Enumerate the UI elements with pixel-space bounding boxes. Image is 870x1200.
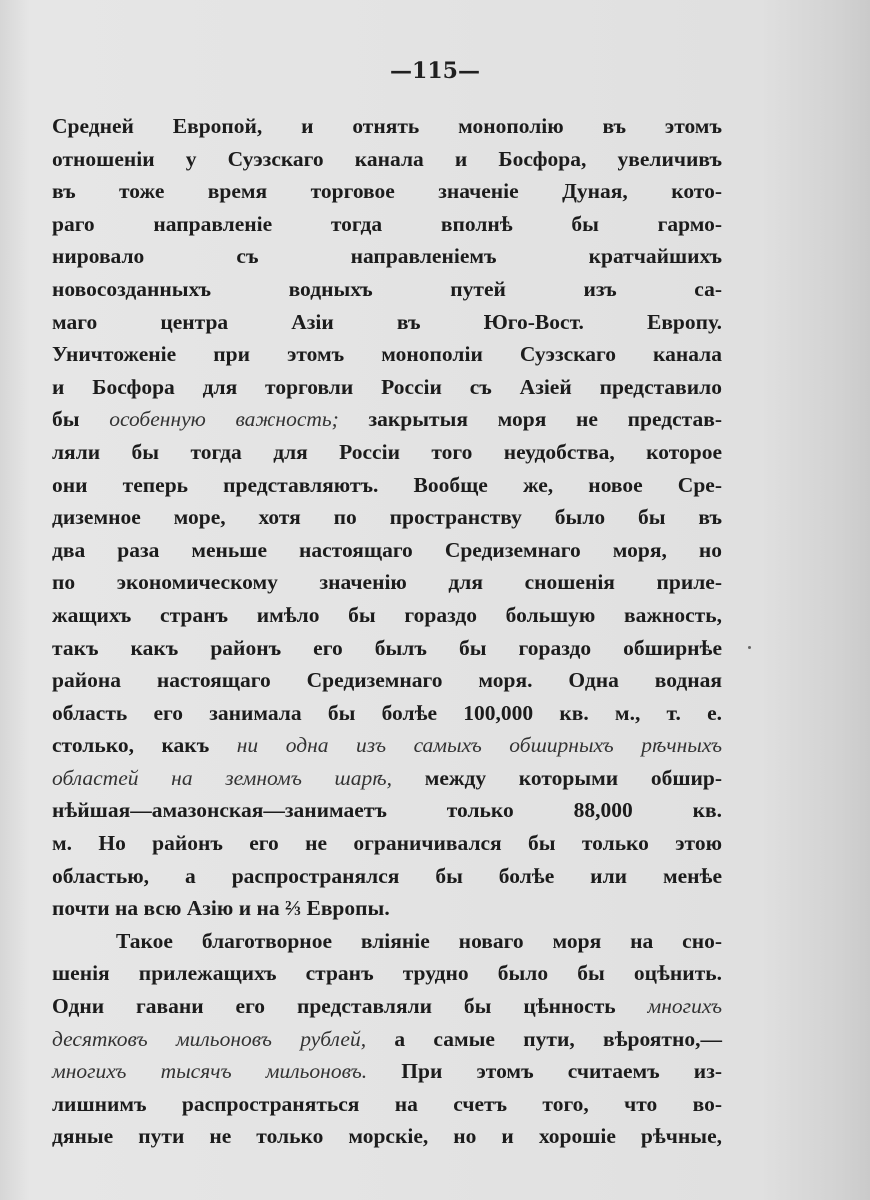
- text-run: въ тоже время торговое значеніе Дуная, кото-: [52, 179, 722, 204]
- text-line: [52, 729, 722, 762]
- text-run: областью, а распространялся бы болѣе или менѣе: [52, 863, 722, 888]
- text-run: отношеніи у Суэзскаго канала и Босфора, увеличивъ: [52, 146, 722, 171]
- text-line: [52, 175, 722, 208]
- text-line: [52, 860, 722, 893]
- text-line: [52, 566, 722, 599]
- page-number: —115—: [390, 58, 480, 84]
- text-run: новосозданныхъ водныхъ путей изъ са-: [52, 276, 722, 301]
- text-run: ляли бы тогда для Россіи того неудобства, которое: [52, 439, 722, 464]
- text-run: Средней Европой, и отнять монополію въ этомъ: [52, 114, 722, 138]
- text-run: закрытыя моря не представ-: [338, 407, 722, 432]
- text-run: Уничтоженіе при этомъ монополіи Суэзскаго канала: [52, 342, 722, 367]
- text-run: они теперь представляютъ. Вообще же, новое Сре-: [52, 472, 722, 497]
- text-line: [52, 534, 722, 567]
- text-run: между которыми обшир-: [392, 765, 723, 790]
- italic-emphasis: особенную важность;: [109, 407, 339, 432]
- text-run: по экономическому значенію для сношенія приле-: [52, 570, 722, 595]
- text-line: [52, 338, 722, 371]
- italic-emphasis: ни одна изъ самыхъ обширныхъ рѣчныхъ: [236, 733, 722, 758]
- text-run: дяные пути не только морскіе, но и хорошіе рѣчные,: [52, 1124, 722, 1149]
- text-line: [52, 143, 722, 176]
- text-line: [52, 762, 722, 795]
- text-line: [52, 827, 722, 860]
- text-line: [52, 892, 722, 925]
- text-run: района настоящаго Средиземнаго моря. Одна водная: [52, 668, 722, 693]
- text-run: м. Но районъ его не ограничивался бы только этою: [52, 831, 722, 856]
- text-line: [52, 1120, 722, 1153]
- text-run: Одни гавани его представляли бы цѣнность: [52, 994, 648, 1019]
- text-run: почти на всю Азію и на ⅔ Европы.: [52, 896, 390, 921]
- text-line: [52, 1088, 722, 1121]
- italic-emphasis: многихъ: [647, 994, 722, 1019]
- text-run: нировало съ направленіемъ кратчайшихъ: [52, 244, 722, 269]
- text-run: лишнимъ распространяться на счетъ того, что во-: [52, 1091, 722, 1116]
- text-line: [52, 599, 722, 632]
- text-run: такъ какъ районъ его былъ бы гораздо обширнѣе: [52, 635, 722, 660]
- text-line: [52, 794, 722, 827]
- text-line: [52, 1023, 722, 1056]
- text-line: [52, 436, 722, 469]
- italic-emphasis: многихъ тысячъ мильоновъ.: [52, 1059, 368, 1084]
- text-line: [52, 990, 722, 1023]
- text-run: нѣйшая—амазонская—занимаетъ только 88,000 кв.: [52, 798, 722, 823]
- text-line: [52, 371, 722, 404]
- text-run: маго центра Азіи въ Юго-Вост. Европу.: [52, 309, 722, 334]
- text-run: а самые пути, вѣроятно,—: [366, 1026, 723, 1051]
- text-run: и Босфора для торговли Россіи съ Азіей представило: [52, 374, 722, 399]
- text-line: [52, 1055, 722, 1088]
- italic-emphasis: десятковъ мильоновъ рублей,: [52, 1026, 367, 1051]
- text-run: Такое благотворное вліяніе новаго моря на сно-: [116, 928, 722, 953]
- text-line: [52, 664, 722, 697]
- text-run: область его занимала бы болѣе 100,000 кв. м., т. е.: [52, 700, 722, 725]
- text-line: [52, 697, 722, 730]
- text-line: [52, 240, 722, 273]
- text-line: [52, 501, 722, 534]
- text-run: раго направленіе тогда вполнѣ бы гармо-: [52, 211, 722, 236]
- text-line: [52, 208, 722, 241]
- italic-emphasis: областей на земномъ шарѣ,: [52, 765, 393, 790]
- text-line: [52, 957, 722, 990]
- text-run: шенія прилежащихъ странъ трудно было бы оцѣнить.: [52, 961, 722, 986]
- scan-speck: [748, 646, 751, 649]
- text-line: [52, 273, 722, 306]
- text-line: [52, 632, 722, 665]
- text-run: жащихъ странъ имѣло бы гораздо большую важность,: [52, 602, 722, 627]
- text-run: столько, какъ: [52, 733, 237, 758]
- text-line: [52, 306, 722, 339]
- text-run: При этомъ считаемъ из-: [367, 1059, 722, 1084]
- text-line: [52, 925, 722, 958]
- text-run: два раза меньше настоящаго Средиземнаго моря, но: [52, 537, 722, 562]
- text-line: [52, 469, 722, 502]
- text-run: бы: [52, 407, 110, 432]
- text-line: [52, 403, 722, 436]
- text-line: [52, 110, 722, 143]
- page-body-text: [52, 110, 722, 1153]
- text-run: диземное море, хотя по пространству было бы въ: [52, 505, 722, 530]
